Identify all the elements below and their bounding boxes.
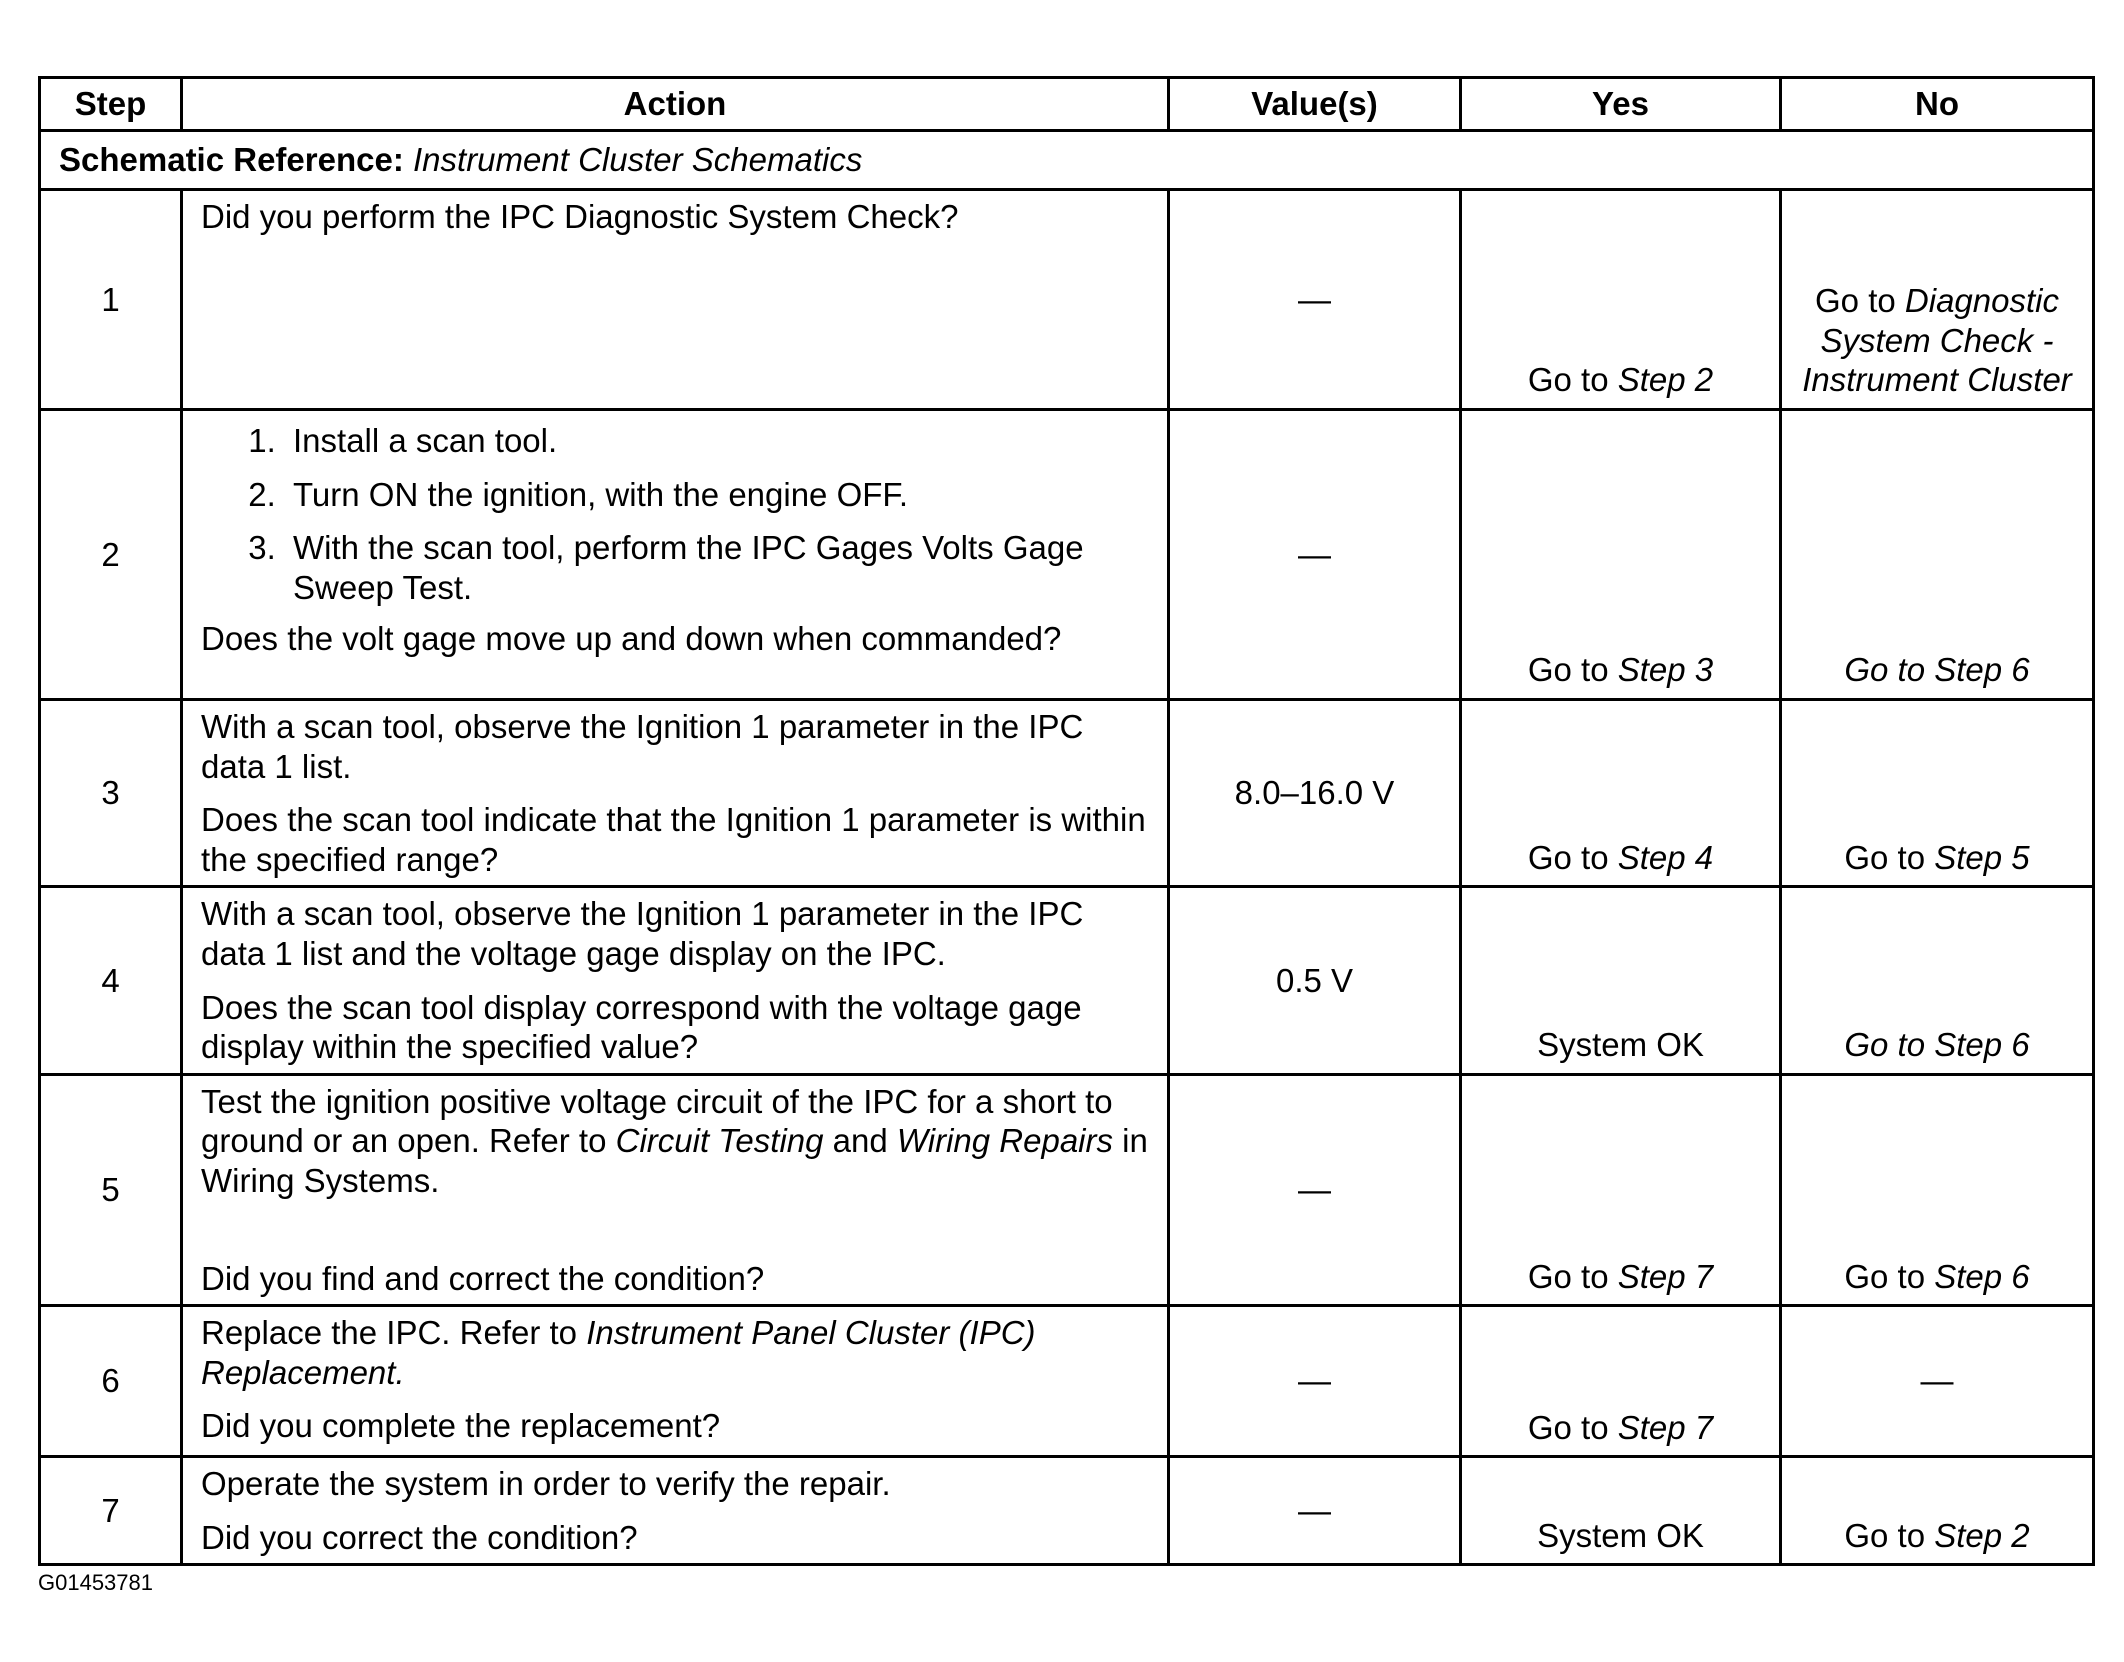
circuit-testing-link[interactable]: Circuit Testing [615, 1122, 824, 1160]
action-text: and [823, 1122, 897, 1160]
schematic-reference-row [40, 131, 2094, 190]
no-cell [1781, 887, 2094, 1074]
schematic-reference [40, 131, 2094, 190]
table-row [40, 700, 2094, 887]
no-prefix: Go to [1844, 1257, 1935, 1295]
header-step: Step [40, 78, 182, 131]
yes-step-link[interactable]: Step 2 [1617, 361, 1714, 399]
no-cell [1781, 1457, 2094, 1565]
action-cell [182, 887, 1169, 1074]
no-procedure-link[interactable]: Diagnostic System Check - Instrument Cluster [1802, 282, 2072, 399]
action-question: Did you find and correct the condition? [201, 1259, 765, 1297]
action-question: Does the volt gage move up and down when commanded? [201, 620, 1062, 658]
yes-step-link[interactable]: Step 4 [1617, 838, 1714, 876]
table-row [40, 190, 2094, 410]
yes-cell: System OK [1461, 1457, 1781, 1565]
value-cell: — [1169, 1074, 1461, 1305]
schematic-reference-label: Schematic Reference: [59, 141, 404, 179]
step-number: 7 [40, 1457, 182, 1565]
table-row [40, 887, 2094, 1074]
no-step-link[interactable]: Step 5 [1934, 838, 2030, 876]
schematic-reference-link[interactable]: Instrument Cluster Schematics [413, 141, 863, 179]
table-row [40, 1457, 2094, 1565]
no-cell [1781, 700, 2094, 887]
action-text: Replace the IPC. Refer to [201, 1314, 587, 1352]
yes-cell [1461, 410, 1781, 700]
yes-cell: System OK [1461, 887, 1781, 1074]
action-instruction: With a scan tool, observe the Ignition 1 parameter in the IPC data 1 list. [201, 708, 1084, 785]
action-text: Test the ignition positive voltage circuit of the IPC for a short to ground or an open. Refer to [201, 1082, 1113, 1160]
action-cell [182, 1306, 1169, 1457]
header-no: No [1781, 78, 2094, 131]
action-question: Did you perform the IPC Diagnostic System Check? [201, 198, 959, 235]
no-cell [1781, 1074, 2094, 1305]
header-row [40, 78, 2094, 131]
yes-prefix: Go to [1527, 1408, 1618, 1446]
action-text: in Wiring Systems. [201, 1122, 1148, 1199]
yes-prefix: Go to [1527, 1257, 1618, 1295]
value-cell: 0.5 V [1169, 887, 1461, 1074]
action-cell [182, 700, 1169, 887]
substep-item: 1. Install a scan tool. [285, 421, 1149, 461]
step-number: 2 [40, 410, 182, 700]
action-substeps [201, 421, 1149, 607]
header-action: Action [182, 78, 1169, 131]
no-prefix: Go to [1815, 282, 1905, 320]
yes-prefix: Go to [1527, 361, 1618, 399]
header-yes: Yes [1461, 78, 1781, 131]
action-instruction [201, 1313, 1149, 1392]
yes-cell [1461, 190, 1781, 410]
value-cell: — [1169, 190, 1461, 410]
yes-step-link[interactable]: Step 7 [1617, 1408, 1714, 1446]
yes-cell [1461, 700, 1781, 887]
yes-step-link[interactable]: Step 7 [1617, 1257, 1714, 1295]
ipc-replacement-link[interactable]: Instrument Panel Cluster (IPC) Replacement. [201, 1314, 1036, 1391]
action-instruction: Operate the system in order to verify the repair. [201, 1465, 891, 1503]
no-prefix: Go to [1844, 838, 1935, 876]
no-step-link[interactable]: Step 2 [1934, 1516, 2030, 1554]
wiring-repairs-link[interactable]: Wiring Repairs [896, 1122, 1114, 1160]
action-instruction [201, 1082, 1149, 1201]
yes-prefix: Go to [1527, 651, 1618, 689]
no-step-link[interactable]: Step 6 [1934, 1257, 2030, 1295]
yes-cell [1461, 1306, 1781, 1457]
step-number: 4 [40, 887, 182, 1074]
substep-item: 3. With the scan tool, perform the IPC Gages Volts Gage Sweep Test. [285, 528, 1149, 607]
yes-step-link[interactable]: Step 3 [1617, 651, 1714, 689]
step-number: 6 [40, 1306, 182, 1457]
yes-cell [1461, 1074, 1781, 1305]
action-cell [182, 410, 1169, 700]
value-cell: — [1169, 1306, 1461, 1457]
action-cell [182, 1457, 1169, 1565]
action-instruction: With a scan tool, observe the Ignition 1 parameter in the IPC data 1 list and the voltage gage display on the IPC. [201, 895, 1084, 972]
step-number: 3 [40, 700, 182, 887]
action-question: Did you complete the replacement? [201, 1407, 721, 1445]
no-step-link[interactable]: Go to Step 6 [1844, 651, 2030, 689]
table-row [40, 410, 2094, 700]
action-cell [182, 190, 1169, 410]
value-cell: 8.0–16.0 V [1169, 700, 1461, 887]
step-number: 5 [40, 1074, 182, 1305]
no-prefix: Go to [1844, 1516, 1935, 1554]
header-values: Value(s) [1169, 78, 1461, 131]
no-cell [1781, 410, 2094, 700]
figure-id: G01453781 [38, 1570, 153, 1595]
value-cell: — [1169, 410, 1461, 700]
action-question: Does the scan tool indicate that the Ignition 1 parameter is within the specified range? [201, 801, 1146, 878]
diagnostic-table [38, 76, 2095, 1566]
no-cell [1781, 190, 2094, 410]
no-cell: — [1781, 1306, 2094, 1457]
action-question: Does the scan tool display correspond with the voltage gage display within the specified value? [201, 988, 1082, 1066]
substep-item: 2. Turn ON the ignition, with the engine OFF. [285, 475, 1149, 515]
table-row [40, 1074, 2094, 1305]
action-question: Did you correct the condition? [201, 1518, 638, 1556]
action-cell [182, 1074, 1169, 1305]
yes-prefix: Go to [1527, 838, 1618, 876]
no-step-link[interactable]: Go to Step 6 [1844, 1026, 2030, 1064]
step-number: 1 [40, 190, 182, 410]
value-cell: — [1169, 1457, 1461, 1565]
table-row [40, 1306, 2094, 1457]
